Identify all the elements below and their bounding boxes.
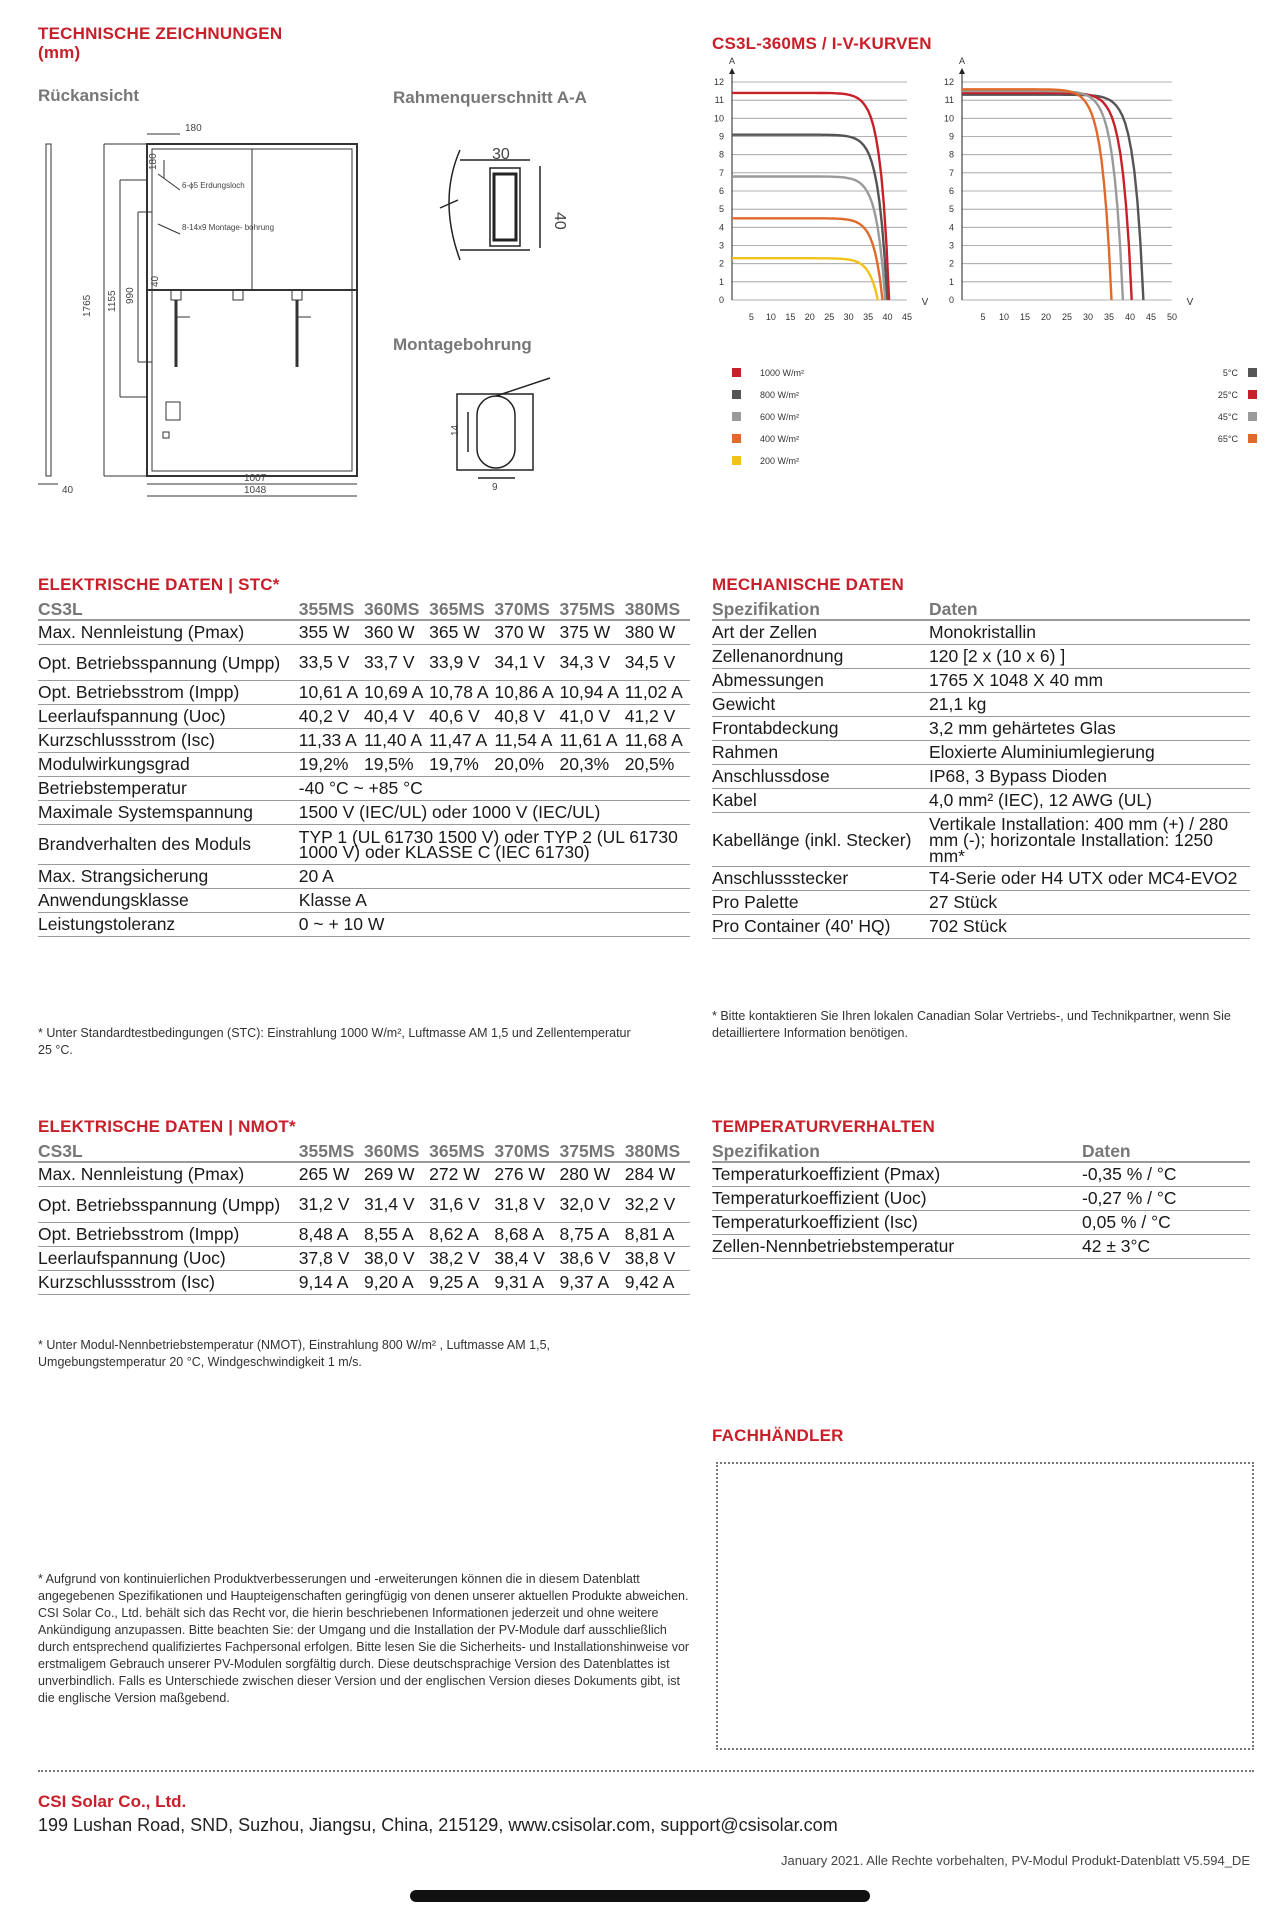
y-tick: 5: [948, 204, 954, 215]
y-tick: 8: [718, 149, 724, 160]
row-value: 33,9 V: [429, 644, 494, 680]
y-tick: 1: [718, 276, 724, 287]
row-label: Betriebstemperatur: [38, 776, 299, 800]
row-value: 31,2 V: [299, 1186, 364, 1222]
nmot-note: * Unter Modul-Nennbetriebstemperatur (NMOT), Einstrahlung 800 W/m² , Luftmasse AM 1,5, Umgebungstemperatur 20 °C, Windgeschwindigkeit 1 m/s.: [38, 1338, 550, 1369]
header-variant: 365MS: [429, 599, 494, 620]
row-value: 11,40 A: [364, 728, 429, 752]
legend-swatch: [732, 368, 741, 377]
dim-1765: 1765: [82, 294, 93, 317]
disclaimer: * Aufgrund von kontinuierlichen Produktverbesserungen und -erweiterungen können die in diesem Datenblatt angegebenen Spezifikationen und Haupteigenschaften geringfügig von denen unserer aktuellen Produkte abweichen. CSI Solar Co., Ltd. behält sich das Recht vor, die hierin beschriebenen Informationen jederzeit und ohne weitere Ankündigung anzupassen. Bitte beachten Sie: der Umgang und die Installation der PV-Module darf ausschließlich durch entsprechend qualifiziertes Fachpersonal erfolgen. Bitte lesen Sie die Sicherheits- und Installationshinweise vor erstmaligem Gebrauch unserer PV-Modulen sorgfältig durch. Diese deutschsprachige Version des Datenblattes ist unverbindlich. Falls es Unterschiede zwischen dieser Version und der englischen Version dieses Dokuments gibt, ist die englische Version maßgebend.: [38, 1572, 690, 1705]
row-value: 19,7%: [429, 752, 494, 776]
row-label: Brandverhalten des Moduls: [38, 824, 299, 864]
row-value: 269 W: [364, 1162, 429, 1186]
row-label: Temperaturkoeffizient (Pmax): [712, 1162, 1082, 1186]
junction-box: [292, 290, 302, 300]
row-value: 20,0%: [494, 752, 559, 776]
row-value: 27 Stück: [929, 890, 1250, 914]
axis-label-a: A: [728, 56, 736, 66]
drawings-title: [38, 24, 282, 62]
row-value: 3,2 mm gehärtetes Glas: [929, 716, 1250, 740]
dim-990: 990: [125, 287, 136, 304]
table-row: [712, 716, 1250, 740]
y-tick: 0: [948, 295, 954, 305]
row-label: Leerlaufspannung (Uoc): [38, 1246, 299, 1270]
side-profile: [46, 144, 51, 476]
dim-1155: 1155: [107, 290, 118, 312]
y-tick: 7: [718, 167, 724, 178]
table-row: [38, 824, 690, 864]
iv-curve: [962, 91, 1123, 300]
frame-dim-30: 30: [492, 146, 510, 163]
table-header-row: [712, 1141, 1250, 1162]
nmot-table: [38, 1141, 690, 1295]
dealer-title: FACHHÄNDLER: [712, 1426, 844, 1445]
dim-40-frame: 40: [150, 275, 161, 287]
row-label: Pro Palette: [712, 890, 929, 914]
row-value: 10,86 A: [494, 680, 559, 704]
row-value: 33,7 V: [364, 644, 429, 680]
legend-swatch: [732, 456, 741, 465]
table-header-row: [712, 599, 1250, 620]
row-value: 37,8 V: [299, 1246, 364, 1270]
dim-180-side: 180: [148, 153, 159, 170]
row-label: Temperaturkoeffizient (Uoc): [712, 1186, 1082, 1210]
x-tick: 10: [765, 312, 776, 322]
row-label: Opt. Betriebsspannung (Umpp): [38, 644, 299, 680]
drawings-title-line2: (mm): [38, 43, 81, 62]
row-value: 360 W: [364, 620, 429, 644]
x-tick: 10: [998, 312, 1010, 322]
stc-note: * Unter Standardtestbedingungen (STC): Einstrahlung 1000 W/m², Luftmasse AM 1,5 und Zellentemperatur 25 °C.: [38, 1026, 631, 1057]
row-label: Leerlaufspannung (Uoc): [38, 704, 299, 728]
row-value: 42 ± 3°C: [1082, 1234, 1250, 1258]
row-label: Zellenanordnung: [712, 644, 929, 668]
table-row: [38, 704, 690, 728]
y-tick: 10: [713, 113, 724, 124]
row-value: 265 W: [299, 1162, 364, 1186]
x-tick: 5: [980, 312, 986, 322]
table-row: [38, 1162, 690, 1186]
row-value: 120 [2 x (10 x 6) ]: [929, 644, 1250, 668]
legend-label: 800 W/m²: [760, 390, 800, 400]
table-row: [712, 812, 1250, 866]
drawings-title-line1: TECHNISCHE ZEICHNUNGEN: [38, 24, 283, 43]
dim-40-side: 40: [62, 485, 74, 496]
header-variant: 370MS: [494, 1141, 559, 1162]
table-row: [38, 776, 690, 800]
y-tick: 9: [718, 131, 724, 142]
table-row: [712, 644, 1250, 668]
row-value: 11,61 A: [560, 728, 625, 752]
row-value: -0,27 % / °C: [1082, 1186, 1250, 1210]
header-cell: Daten: [929, 599, 1250, 620]
table-row: [38, 728, 690, 752]
footer-divider: [38, 1770, 1254, 1772]
row-value: 1765 X 1048 X 40 mm: [929, 668, 1250, 692]
row-label: Gewicht: [712, 692, 929, 716]
table-row: [712, 1162, 1250, 1186]
row-label: Art der Zellen: [712, 620, 929, 644]
row-value: 40,6 V: [429, 704, 494, 728]
table-row: [38, 620, 690, 644]
table-row: [712, 914, 1250, 938]
y-tick: 1: [948, 276, 954, 287]
row-value: 10,61 A: [299, 680, 364, 704]
legend-label: 65°C: [1217, 434, 1238, 444]
legal-line: January 2021. Alle Rechte vorbehalten, PV-Modul Produkt-Datenblatt V5.594_DE: [780, 1853, 1250, 1868]
legend-label: 600 W/m²: [760, 412, 800, 422]
row-value: 34,1 V: [494, 644, 559, 680]
y-tick: 4: [948, 222, 954, 233]
row-value: 19,5%: [364, 752, 429, 776]
row-value: 9,25 A: [429, 1270, 494, 1294]
x-tick: 15: [785, 312, 796, 322]
header-variant: 355MS: [299, 1141, 364, 1162]
row-value: 40,4 V: [364, 704, 429, 728]
row-value: 8,81 A: [625, 1222, 690, 1246]
table-row: [712, 1234, 1250, 1258]
rear-view-label: Rückansicht: [38, 86, 140, 105]
x-tick: 30: [1082, 312, 1094, 322]
legend-label: 1000 W/m²: [760, 368, 805, 378]
x-tick: 40: [882, 312, 893, 322]
row-value: 9,14 A: [299, 1270, 364, 1294]
mount-hole-label: 8-14x9 Montage- bohrung: [182, 223, 275, 232]
y-tick: 4: [718, 222, 724, 233]
row-value: 280 W: [560, 1162, 625, 1186]
header-variant: 360MS: [364, 599, 429, 620]
temp-title: TEMPERATURVERHALTEN: [712, 1117, 935, 1136]
table-row: [38, 864, 690, 888]
mech-note: * Bitte kontaktieren Sie Ihren lokalen Canadian Solar Vertriebs-, und Technikpartner, wenn Sie detailliertere Information benötigen.: [712, 1009, 1231, 1040]
header-cell: Spezifikation: [712, 599, 929, 620]
header-cell: Daten: [1082, 1141, 1250, 1162]
row-value: 34,5 V: [625, 644, 690, 680]
y-axis-arrow: [729, 68, 735, 74]
row-label: Kabel: [712, 788, 929, 812]
table-header-row: [38, 1141, 690, 1162]
table-row: [38, 888, 690, 912]
frame-section-drawing: [430, 140, 570, 280]
table-row: [38, 912, 690, 936]
y-tick: 7: [948, 167, 954, 178]
mech-title: MECHANISCHE DATEN: [712, 575, 904, 594]
mounting-hole-drawing: [440, 378, 570, 498]
axis-label-v: V: [921, 297, 929, 308]
y-axis-arrow: [959, 68, 965, 74]
row-label: Frontabdeckung: [712, 716, 929, 740]
frame-dim-40: 40: [551, 212, 568, 230]
y-tick: 8: [948, 149, 954, 160]
row-value: 8,55 A: [364, 1222, 429, 1246]
table-row: [712, 692, 1250, 716]
legend-swatch: [732, 412, 741, 421]
table-row: [38, 1246, 690, 1270]
row-value: 272 W: [429, 1162, 494, 1186]
y-tick: 6: [718, 186, 724, 196]
row-value: 31,8 V: [494, 1186, 559, 1222]
row-label: Anwendungsklasse: [38, 888, 299, 912]
y-tick: 10: [943, 113, 954, 124]
iv-title: CS3L-360MS / I-V-KURVEN: [712, 34, 932, 53]
row-value: 8,75 A: [560, 1222, 625, 1246]
nmot-title: ELEKTRISCHE DATEN | NMOT*: [38, 1117, 296, 1136]
row-label: Opt. Betriebsspannung (Umpp): [38, 1186, 299, 1222]
header-model: CS3L: [38, 1141, 299, 1162]
y-tick: 2: [948, 258, 954, 269]
row-value: 11,02 A: [625, 680, 690, 704]
label-plate: [166, 402, 180, 420]
row-value: 9,20 A: [364, 1270, 429, 1294]
row-value: 41,2 V: [625, 704, 690, 728]
x-tick: 35: [1103, 312, 1115, 322]
x-tick: 20: [804, 312, 815, 322]
table-row: [38, 680, 690, 704]
mech-table: [712, 599, 1250, 939]
frame-section-label: Rahmenquerschnitt A-A: [393, 88, 587, 107]
rear-view-drawing: [30, 112, 340, 500]
header-cell: Spezifikation: [712, 1141, 1082, 1162]
legend-label: 400 W/m²: [760, 434, 800, 444]
y-tick: 9: [948, 131, 954, 142]
row-label: Anschlussdose: [712, 764, 929, 788]
table-row: [38, 1222, 690, 1246]
row-value: 20 A: [299, 864, 690, 888]
row-value: 38,0 V: [364, 1246, 429, 1270]
legend-label: 200 W/m²: [760, 456, 800, 466]
table-row: [38, 1270, 690, 1294]
row-value: 8,62 A: [429, 1222, 494, 1246]
legend-swatch: [1248, 390, 1257, 399]
row-label: Zellen-Nennbetriebstemperatur: [712, 1234, 1082, 1258]
header-variant: 380MS: [625, 599, 690, 620]
dealer-box: [716, 1462, 1254, 1750]
x-tick: 5: [748, 312, 754, 322]
row-value: 38,8 V: [625, 1246, 690, 1270]
row-value: Monokristallin: [929, 620, 1250, 644]
row-value: 702 Stück: [929, 914, 1250, 938]
hole-dim-9: 9: [492, 482, 498, 493]
header-variant: 370MS: [494, 599, 559, 620]
y-tick: 3: [948, 240, 954, 251]
row-value: 9,31 A: [494, 1270, 559, 1294]
axis-label-a: A: [958, 56, 966, 66]
row-label: Temperaturkoeffizient (Isc): [712, 1210, 1082, 1234]
mounting-hole-label: Montagebohrung: [393, 335, 532, 354]
stc-table: [38, 599, 690, 937]
row-value: 276 W: [494, 1162, 559, 1186]
stc-title: ELEKTRISCHE DATEN | STC*: [38, 575, 280, 594]
table-row: [712, 668, 1250, 692]
row-value: 11,68 A: [625, 728, 690, 752]
header-variant: 375MS: [560, 599, 625, 620]
row-label: Opt. Betriebsstrom (Impp): [38, 680, 299, 704]
table-header-row: [38, 599, 690, 620]
row-value: 284 W: [625, 1162, 690, 1186]
table-row: [712, 866, 1250, 890]
header-variant: 355MS: [299, 599, 364, 620]
row-label: Maximale Systemspannung: [38, 800, 299, 824]
row-value: 38,2 V: [429, 1246, 494, 1270]
legend-swatch: [732, 434, 741, 443]
legend-swatch: [732, 390, 741, 399]
row-value: 38,6 V: [560, 1246, 625, 1270]
row-value: 31,4 V: [364, 1186, 429, 1222]
row-value: T4-Serie oder H4 UTX oder MC4-EVO2: [929, 866, 1250, 890]
y-tick: 0: [718, 295, 724, 305]
row-value: 11,33 A: [299, 728, 364, 752]
row-value: IP68, 3 Bypass Dioden: [929, 764, 1250, 788]
header-variant: 360MS: [364, 1141, 429, 1162]
table-row: [38, 800, 690, 824]
row-value: 10,69 A: [364, 680, 429, 704]
legend-label: 25°C: [1217, 390, 1238, 400]
row-value: 33,5 V: [299, 644, 364, 680]
row-value: 10,94 A: [560, 680, 625, 704]
row-value: 34,3 V: [560, 644, 625, 680]
iv-curve: [962, 89, 1112, 300]
row-value: TYP 1 (UL 61730 1500 V) oder TYP 2 (UL 61730 1000 V) oder KLASSE C (IEC 61730): [299, 824, 690, 864]
hole-dim-14: 14: [450, 424, 461, 436]
row-value: 40,8 V: [494, 704, 559, 728]
row-value: 11,54 A: [494, 728, 559, 752]
ground-hole-label: 6-ϕ5 Erdungsloch: [182, 181, 245, 190]
row-value: 1500 V (IEC/UL) oder 1000 V (IEC/UL): [299, 800, 690, 824]
row-label: Modulwirkungsgrad: [38, 752, 299, 776]
header-model: CS3L: [38, 599, 299, 620]
row-value: 21,1 kg: [929, 692, 1250, 716]
row-label: Abmessungen: [712, 668, 929, 692]
row-value: 41,0 V: [560, 704, 625, 728]
legend-swatch: [1248, 412, 1257, 421]
legend-label: 45°C: [1217, 412, 1238, 422]
row-value: 375 W: [560, 620, 625, 644]
row-value: 355 W: [299, 620, 364, 644]
row-label: Opt. Betriebsstrom (Impp): [38, 1222, 299, 1246]
y-tick: 12: [943, 77, 954, 87]
row-label: Kabellänge (inkl. Stecker): [712, 812, 929, 866]
table-row: [712, 788, 1250, 812]
row-value: 8,48 A: [299, 1222, 364, 1246]
row-value: 10,78 A: [429, 680, 494, 704]
junction-box: [233, 290, 243, 300]
home-indicator[interactable]: [410, 1890, 870, 1902]
legend-label: 5°C: [1222, 368, 1238, 378]
table-row: [38, 644, 690, 680]
y-tick: 5: [718, 204, 724, 215]
row-label: Max. Nennleistung (Pmax): [38, 1162, 299, 1186]
row-value: 8,68 A: [494, 1222, 559, 1246]
table-row: [712, 890, 1250, 914]
x-tick: 45: [901, 312, 913, 322]
row-label: Leistungstoleranz: [38, 912, 299, 936]
row-value: 32,2 V: [625, 1186, 690, 1222]
dim-1048: 1048: [244, 485, 267, 496]
table-row: [712, 1210, 1250, 1234]
row-value: 4,0 mm² (IEC), 12 AWG (UL): [929, 788, 1250, 812]
y-tick: 3: [718, 240, 724, 251]
y-tick: 12: [713, 77, 724, 87]
row-value: 370 W: [494, 620, 559, 644]
row-value: 19,2%: [299, 752, 364, 776]
y-tick: 6: [948, 186, 954, 196]
y-tick: 2: [718, 258, 724, 269]
iv-curve: [732, 258, 878, 300]
row-value: Vertikale Installation: 400 mm (+) / 280 mm (-); horizontale Installation: 1250 mm*: [929, 812, 1250, 866]
company-address: 199 Lushan Road, SND, Suzhou, Jiangsu, China, 215129, www.csisolar.com, support@csisolar.com: [38, 1815, 838, 1835]
x-tick: 25: [824, 312, 835, 322]
legend-swatch: [1248, 368, 1257, 377]
legend-swatch: [1248, 434, 1257, 443]
row-label: Kurzschlussstrom (Isc): [38, 1270, 299, 1294]
row-label: Rahmen: [712, 740, 929, 764]
row-value: 20,5%: [625, 752, 690, 776]
table-row: [38, 1186, 690, 1222]
row-value: 0,05 % / °C: [1082, 1210, 1250, 1234]
y-tick: 11: [944, 95, 954, 106]
header-variant: 375MS: [560, 1141, 625, 1162]
company-name: CSI Solar Co., Ltd.: [38, 1792, 187, 1811]
row-label: Kurzschlussstrom (Isc): [38, 728, 299, 752]
x-tick: 15: [1019, 312, 1031, 322]
row-value: 31,6 V: [429, 1186, 494, 1222]
x-tick: 20: [1040, 312, 1052, 322]
table-row: [712, 740, 1250, 764]
x-tick: 30: [843, 312, 854, 322]
row-value: 40,2 V: [299, 704, 364, 728]
x-tick: 25: [1061, 312, 1073, 322]
x-tick: 35: [863, 312, 874, 322]
dim-180-top: 180: [185, 123, 202, 134]
row-value: 0 ~ + 10 W: [299, 912, 690, 936]
row-value: 38,4 V: [494, 1246, 559, 1270]
row-label: Max. Nennleistung (Pmax): [38, 620, 299, 644]
row-value: 32,0 V: [560, 1186, 625, 1222]
table-row: [712, 764, 1250, 788]
iv-charts: [712, 56, 1272, 522]
row-value: 365 W: [429, 620, 494, 644]
table-row: [712, 1186, 1250, 1210]
junction-box: [171, 290, 181, 300]
row-label: Pro Container (40' HQ): [712, 914, 929, 938]
axis-label-v: V: [1186, 297, 1194, 308]
row-label: Max. Strangsicherung: [38, 864, 299, 888]
table-row: [712, 620, 1250, 644]
row-value: 9,37 A: [560, 1270, 625, 1294]
row-value: Eloxierte Aluminiumlegierung: [929, 740, 1250, 764]
dim-1007: 1007: [244, 473, 267, 484]
header-variant: 365MS: [429, 1141, 494, 1162]
row-value: -0,35 % / °C: [1082, 1162, 1250, 1186]
x-tick: 40: [1124, 312, 1136, 322]
y-tick: 11: [714, 95, 724, 106]
row-value: -40 °C ~ +85 °C: [299, 776, 690, 800]
row-label: Anschlussstecker: [712, 866, 929, 890]
x-tick: 50: [1166, 312, 1178, 322]
row-value: 380 W: [625, 620, 690, 644]
table-row: [38, 752, 690, 776]
x-tick: 45: [1145, 312, 1157, 322]
row-value: 9,42 A: [625, 1270, 690, 1294]
row-value: 20,3%: [560, 752, 625, 776]
row-value: 11,47 A: [429, 728, 494, 752]
header-variant: 380MS: [625, 1141, 690, 1162]
temp-table: [712, 1141, 1250, 1259]
row-value: Klasse A: [299, 888, 690, 912]
